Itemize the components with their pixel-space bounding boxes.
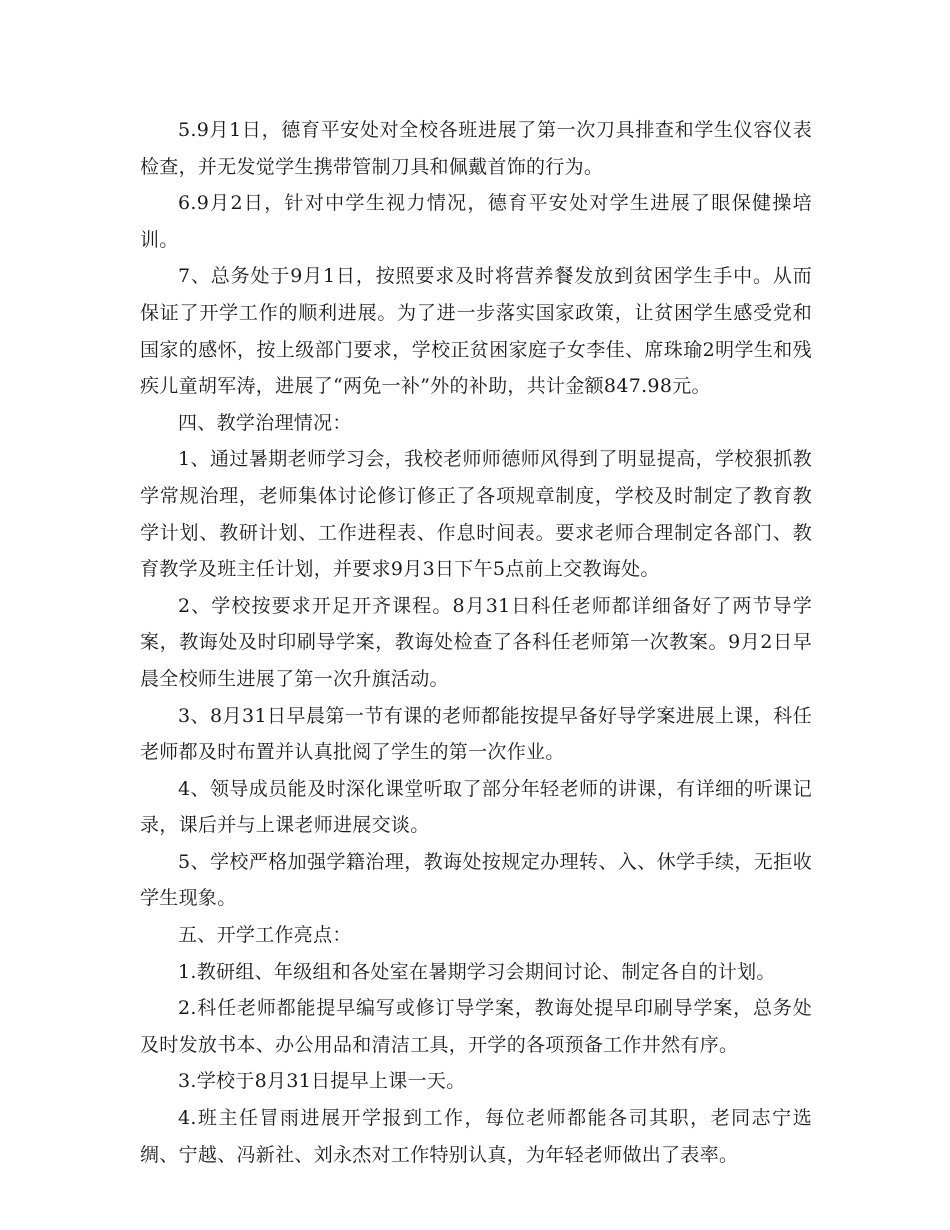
paragraph-teaching-4: 4、领导成员能及时深化课堂听取了部分年轻老师的讲课，有详细的听课记录，课后并与上课老师进展交谈。 — [140, 777, 812, 837]
paragraph-highlight-3: 3.学校于8月31日提早上课一天。 — [178, 1070, 466, 1093]
paragraph-highlight-4: 4.班主任冒雨进展开学报到工作，每位老师都能各司其职，老同志宁选绸、宁越、冯新社、刘永杰对工作特别认真，为年轻老师做出了表率。 — [140, 1107, 812, 1166]
paragraph-teaching-1: 1、通过暑期老师学习会，我校老师师德师风得到了明显提高，学校狠抓教学常规治理，老师集体讨论修订修正了各项规章制度，学校及时制定了教育教学计划、教研计划、工作进程表、作息时间表。要求老师合理制定各部门、教育教学及班主任计划，并要求9月3日下午5点前上交教诲处。 — [140, 448, 812, 581]
section-heading-teaching: 四、教学治理情况： — [178, 411, 352, 434]
paragraph-item-6: 6.9月2日，针对中学生视力情况，德育平安处对学生进展了眼保健操培训。 — [140, 192, 812, 251]
document-body — [140, 112, 812, 1173]
paragraph-teaching-5: 5、学校严格加强学籍治理，教诲处按规定办理转、入、休学手续，无拒收学生现象。 — [140, 850, 812, 910]
section-heading-highlights: 五、开学工作亮点： — [178, 924, 352, 947]
paragraph-highlight-2: 2.科任老师都能提早编写或修订导学案，教诲处提早印刷导学案，总务处及时发放书本、办公用品和清洁工具，开学的各项预备工作井然有序。 — [140, 997, 812, 1056]
paragraph-item-7: 7、总务处于9月1日，按照要求及时将营养餐发放到贫困学生手中。从而保证了开学工作的顺利进展。为了进一步落实国家政策，让贫困学生感受党和国家的感怀，按上级部门要求，学校正贫困家庭子女李佳、席珠瑜2明学生和残疾儿童胡军涛，进展了“两免一补”外的补助，共计金额847.98元。 — [140, 265, 812, 398]
paragraph-teaching-3: 3、8月31日早晨第一节有课的老师都能按提早备好导学案进展上课，科任老师都及时布置并认真批阅了学生的第一次作业。 — [140, 704, 812, 764]
paragraph-highlight-1: 1.教研组、年级组和各处室在暑期学习会期间讨论、制定各自的计划。 — [178, 960, 776, 983]
paragraph-teaching-2: 2、学校按要求开足开齐课程。8月31日科任老师都详细备好了两节导学案，教诲处及时印刷导学案，教诲处检查了各科任老师第一次教案。9月2日早晨全校师生进展了第一次升旗活动。 — [140, 594, 812, 690]
paragraph-item-5: 5.9月1日，德育平安处对全校各班进展了第一次刀具排查和学生仪容仪表检查，并无发觉学生携带管制刀具和佩戴首饰的行为。 — [140, 119, 812, 178]
